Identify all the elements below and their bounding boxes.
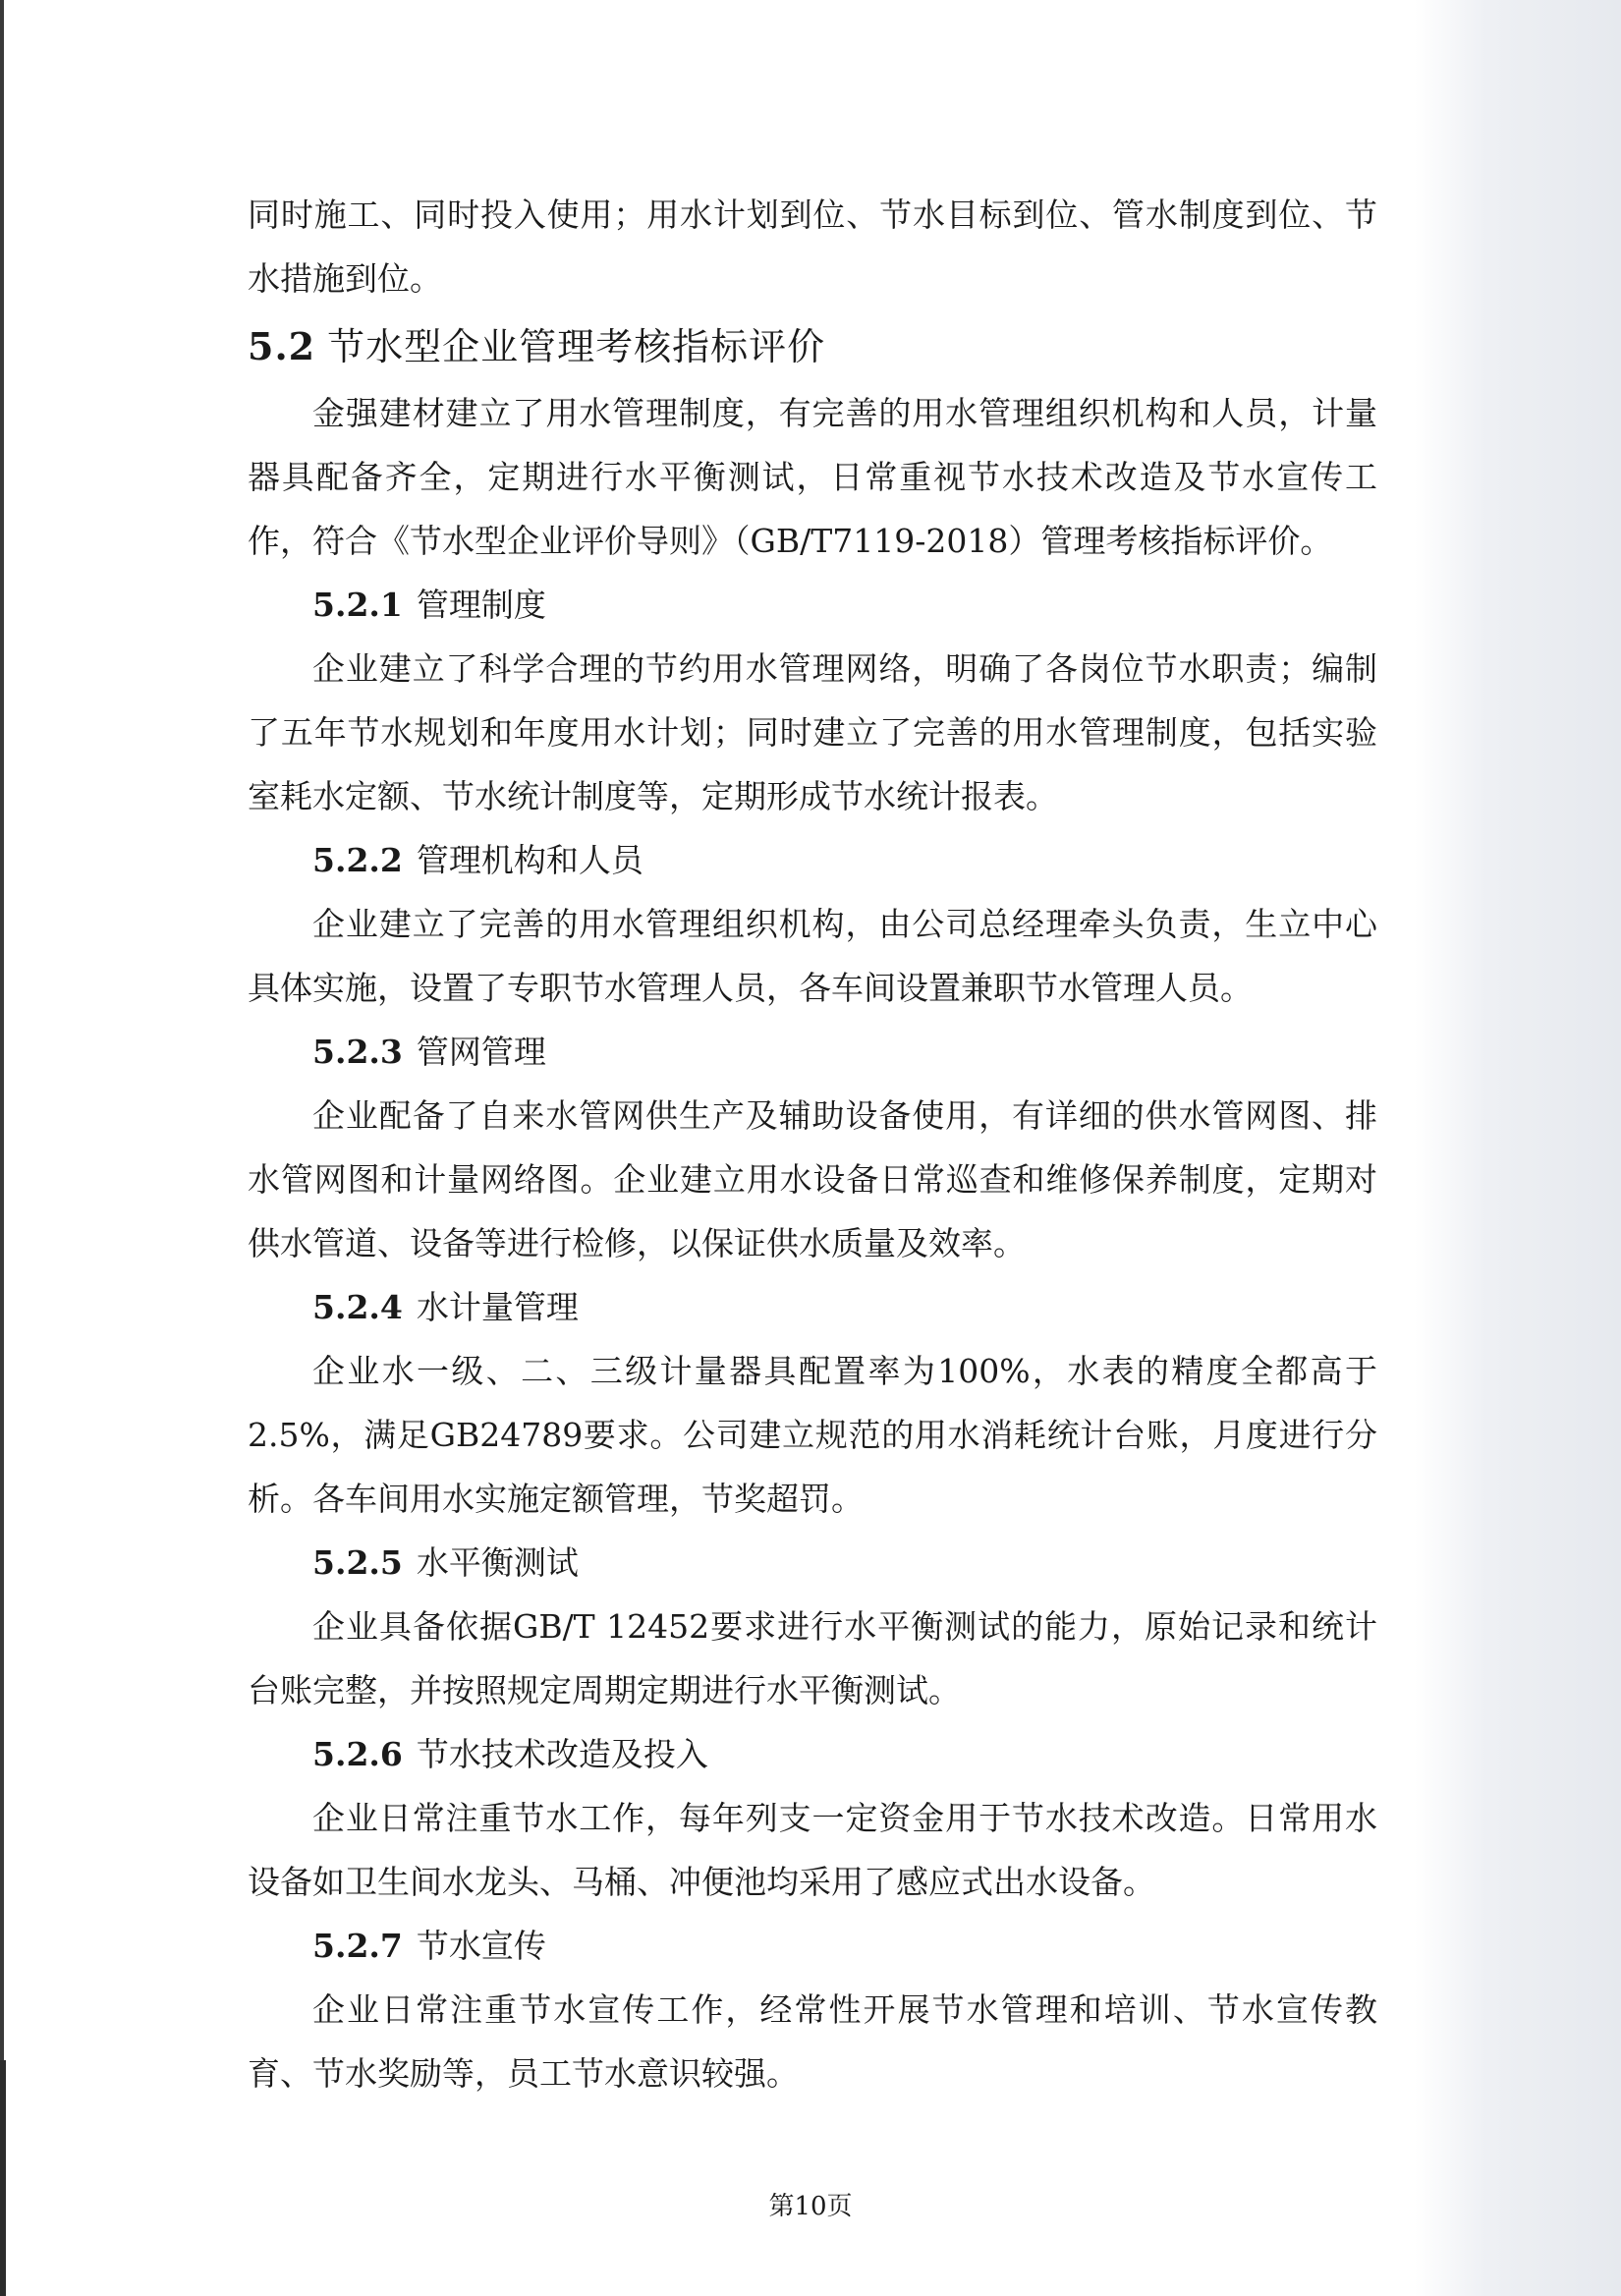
section-number: 5.2 xyxy=(248,324,316,368)
section-intro-paragraph: 金强建材建立了用水管理制度，有完善的用水管理组织机构和人员，计量器具配备齐全，定期进行水平衡测试，日常重视节水技术改造及节水宣传工作，符合《节水型企业评价导则》（GB/T7119-2018）管理考核指标评价。 xyxy=(248,394,1377,560)
continued-paragraph: 同时施工、同时投入使用；用水计划到位、节水目标到位、管水制度到位、节水措施到位。 xyxy=(248,196,1377,298)
subsection-title: 水计量管理 xyxy=(416,1288,579,1326)
section-heading xyxy=(248,314,1377,379)
scan-shadow xyxy=(1415,0,1621,2296)
subsection-title: 管理机构和人员 xyxy=(416,841,643,879)
subsection-paragraph-5-2-1: 企业建立了科学合理的节约用水管理网络，明确了各岗位节水职责；编制了五年节水规划和年度用水计划；同时建立了完善的用水管理制度，包括实验室耗水定额、节水统计制度等，定期形成节水统计报表。 xyxy=(248,649,1377,815)
subsection-heading-5-2-1 xyxy=(248,573,1377,637)
subsection-paragraph-5-2-7: 企业日常注重节水宣传工作，经常性开展节水管理和培训、节水宣传教育、节水奖励等，员工节水意识较强。 xyxy=(248,1990,1377,2093)
subsection-heading-5-2-6 xyxy=(248,1722,1377,1786)
subsection-number: 5.2.4 xyxy=(312,1288,403,1326)
page-number: 第10页 xyxy=(768,2192,853,2221)
subsection-paragraph-5-2-3: 企业配备了自来水管网供生产及辅助设备使用，有详细的供水管网图、排水管网图和计量网络图。企业建立用水设备日常巡查和维修保养制度，定期对供水管道、设备等进行检修，以保证供水质量及效率。 xyxy=(248,1096,1377,1262)
subsection-title: 管理制度 xyxy=(416,586,546,624)
subsection-title: 节水宣传 xyxy=(416,1927,546,1965)
subsection-heading-5-2-2 xyxy=(248,828,1377,892)
subsection-title: 管网管理 xyxy=(416,1033,546,1071)
subsection-paragraph-5-2-6: 企业日常注重节水工作，每年列支一定资金用于节水技术改造。日常用水设备如卫生间水龙头、马桶、冲便池均采用了感应式出水设备。 xyxy=(248,1799,1377,1901)
subsection-number: 5.2.6 xyxy=(312,1735,403,1773)
page-body xyxy=(248,183,1377,2105)
scan-left-edge-bottom xyxy=(0,2060,6,2296)
subsection-number: 5.2.3 xyxy=(312,1033,403,1071)
subsection-paragraph-5-2-4: 企业水一级、二、三级计量器具配置率为100%，水表的精度全都高于2.5%，满足GB24789要求。公司建立规范的用水消耗统计台账，月度进行分析。各车间用水实施定额管理，节奖超罚。 xyxy=(248,1352,1377,1518)
subsection-paragraph-5-2-5: 企业具备依据GB/T 12452要求进行水平衡测试的能力，原始记录和统计台账完整，并按照规定周期定期进行水平衡测试。 xyxy=(248,1607,1377,1709)
subsection-title: 节水技术改造及投入 xyxy=(416,1735,708,1773)
subsection-number: 5.2.5 xyxy=(312,1543,403,1582)
subsection-paragraph-5-2-2: 企业建立了完善的用水管理组织机构，由公司总经理牵头负责，生立中心具体实施，设置了专职节水管理人员，各车间设置兼职节水管理人员。 xyxy=(248,905,1377,1007)
subsection-heading-5-2-3 xyxy=(248,1020,1377,1084)
subsection-title: 水平衡测试 xyxy=(416,1543,579,1582)
subsection-heading-5-2-5 xyxy=(248,1531,1377,1595)
scan-left-edge xyxy=(0,0,4,2296)
subsection-number: 5.2.7 xyxy=(312,1927,403,1965)
section-title: 节水型企业管理考核指标评价 xyxy=(327,325,826,368)
subsection-heading-5-2-4 xyxy=(248,1275,1377,1339)
subsection-heading-5-2-7 xyxy=(248,1914,1377,1978)
subsection-number: 5.2.1 xyxy=(312,586,403,624)
subsection-number: 5.2.2 xyxy=(312,841,403,879)
